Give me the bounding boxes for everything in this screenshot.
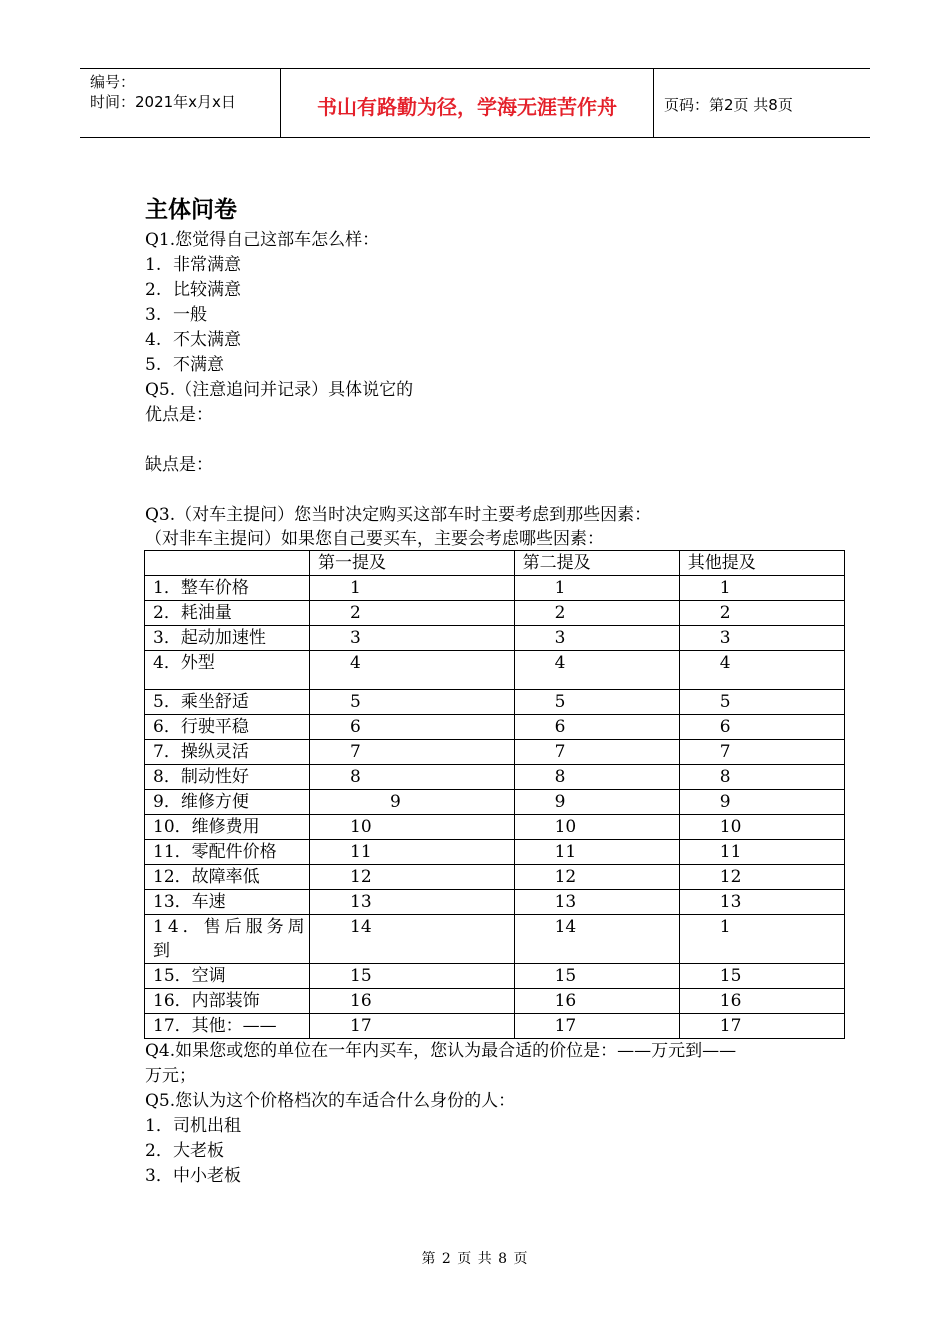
q1-option xyxy=(145,303,845,328)
mention-cell: 6 xyxy=(679,715,844,740)
option-number: 3． xyxy=(145,1166,173,1186)
mention-cell: 15 xyxy=(514,964,679,989)
option-text: 司机出租 xyxy=(173,1116,241,1136)
mention-cell: 12 xyxy=(310,865,515,890)
mention-cell: 8 xyxy=(310,765,515,790)
mention-cell: 15 xyxy=(310,964,515,989)
column-header: 第二提及 xyxy=(514,551,679,576)
mention-cell: 7 xyxy=(310,740,515,765)
mention-cell: 1 xyxy=(679,915,844,964)
document-date-label: 时间：2021年x月x日 xyxy=(90,93,236,111)
column-header xyxy=(145,551,310,576)
factor-cell: 15．空调 xyxy=(145,964,310,989)
mention-cell: 8 xyxy=(679,765,844,790)
mention-cell: 2 xyxy=(310,601,515,626)
header-meta-cell xyxy=(80,69,281,137)
mention-cell: 14 xyxy=(310,915,515,964)
q1-question: Q1.您觉得自己这部车怎么样： xyxy=(145,230,380,250)
mention-cell: 5 xyxy=(679,690,844,715)
option-text: 中小老板 xyxy=(173,1166,241,1186)
table-row xyxy=(145,815,845,840)
header-page-cell xyxy=(654,69,870,137)
table-row xyxy=(145,601,845,626)
option-number: 1. xyxy=(145,255,162,275)
factor-cell: 6．行驶平稳 xyxy=(145,715,310,740)
mention-cell: 7 xyxy=(679,740,844,765)
factor-cell: 1．整车价格 xyxy=(145,576,310,601)
mention-cell: 16 xyxy=(310,989,515,1014)
mention-cell: 5 xyxy=(310,690,515,715)
option-number: 3. xyxy=(145,305,162,325)
option-number: 2． xyxy=(145,1141,173,1161)
table-row xyxy=(145,865,845,890)
mention-cell: 4 xyxy=(679,651,844,690)
mention-cell: 5 xyxy=(514,690,679,715)
mention-cell: 6 xyxy=(310,715,515,740)
mention-cell: 14 xyxy=(514,915,679,964)
factor-cell: 13．车速 xyxy=(145,890,310,915)
mention-cell: 4 xyxy=(310,651,515,690)
table-row xyxy=(145,964,845,989)
mention-cell: 3 xyxy=(679,626,844,651)
document-body xyxy=(145,192,845,1189)
table-row xyxy=(145,626,845,651)
table-row xyxy=(145,1014,845,1039)
mention-cell: 9 xyxy=(514,790,679,815)
mention-cell: 10 xyxy=(679,815,844,840)
q3-factors-table xyxy=(144,550,845,1039)
factor-cell: 9．维修方便 xyxy=(145,790,310,815)
mention-cell: 1 xyxy=(310,576,515,601)
mention-cell: 9 xyxy=(679,790,844,815)
q4-question-line2: 万元； xyxy=(145,1066,196,1086)
factor-cell: 11．零配件价格 xyxy=(145,840,310,865)
mention-cell: 11 xyxy=(679,840,844,865)
page-footer: 第 2 页 共 8 页 xyxy=(421,1251,529,1267)
table-row xyxy=(145,765,845,790)
mention-cell: 12 xyxy=(514,865,679,890)
table-row xyxy=(145,715,845,740)
table-row xyxy=(145,651,845,690)
factor-cell: 2．耗油量 xyxy=(145,601,310,626)
factor-cell: 5．乘坐舒适 xyxy=(145,690,310,715)
mention-cell: 11 xyxy=(514,840,679,865)
table-row xyxy=(145,740,845,765)
option-text: 非常满意 xyxy=(173,255,241,275)
document-number-label: 编号： xyxy=(90,73,136,91)
factor-cell: 17．其他：—— xyxy=(145,1014,310,1039)
factor-cell: 16．内部装饰 xyxy=(145,989,310,1014)
mention-cell: 17 xyxy=(310,1014,515,1039)
mention-cell: 6 xyxy=(514,715,679,740)
factor-cell: 14．售后服务周到 xyxy=(145,915,310,964)
mention-cell: 1 xyxy=(679,576,844,601)
mention-cell: 12 xyxy=(679,865,844,890)
q1-option xyxy=(145,353,845,378)
q5-option xyxy=(145,1139,845,1164)
table-row xyxy=(145,790,845,815)
table-row xyxy=(145,690,845,715)
table-row xyxy=(145,890,845,915)
mention-cell: 2 xyxy=(679,601,844,626)
mention-cell: 13 xyxy=(514,890,679,915)
factor-cell: 10．维修费用 xyxy=(145,815,310,840)
option-number: 5. xyxy=(145,355,162,375)
section-title: 主体问卷 xyxy=(145,197,237,223)
option-number: 4. xyxy=(145,330,162,350)
table-row xyxy=(145,576,845,601)
q1-options xyxy=(145,253,845,378)
table-row xyxy=(145,989,845,1014)
mention-cell: 13 xyxy=(679,890,844,915)
q1-option xyxy=(145,328,845,353)
q5-price-question: Q5.您认为这个价格档次的车适合什么身份的人： xyxy=(145,1091,516,1111)
mention-cell: 11 xyxy=(310,840,515,865)
mention-cell: 3 xyxy=(514,626,679,651)
mention-cell: 4 xyxy=(514,651,679,690)
mention-cell: 7 xyxy=(514,740,679,765)
column-header: 其他提及 xyxy=(679,551,844,576)
q5-option xyxy=(145,1164,845,1189)
q1-option xyxy=(145,253,845,278)
option-number: 1． xyxy=(145,1116,173,1136)
factor-cell: 3．起动加速性 xyxy=(145,626,310,651)
header-motto: 书山有路勤为径，学海无涯苦作舟 xyxy=(317,95,617,119)
mention-cell: 13 xyxy=(310,890,515,915)
option-text: 比较满意 xyxy=(173,280,241,300)
table-row xyxy=(145,840,845,865)
mention-cell: 17 xyxy=(679,1014,844,1039)
mention-cell: 10 xyxy=(310,815,515,840)
option-number: 2. xyxy=(145,280,162,300)
page-header xyxy=(80,68,870,138)
q1-option xyxy=(145,278,845,303)
factor-cell: 8．制动性好 xyxy=(145,765,310,790)
option-text: 大老板 xyxy=(173,1141,224,1161)
option-text: 一般 xyxy=(173,305,207,325)
table-header-row xyxy=(145,551,845,576)
q5-option xyxy=(145,1114,845,1139)
mention-cell: 16 xyxy=(679,989,844,1014)
option-text: 不满意 xyxy=(173,355,224,375)
mention-cell: 2 xyxy=(514,601,679,626)
option-text: 不太满意 xyxy=(173,330,241,350)
cons-label: 缺点是： xyxy=(145,455,213,475)
factor-cell: 12．故障率低 xyxy=(145,865,310,890)
factor-cell: 4．外型 xyxy=(145,651,310,690)
column-header: 第一提及 xyxy=(310,551,515,576)
mention-cell: 10 xyxy=(514,815,679,840)
header-motto-cell xyxy=(281,69,654,137)
q3-question-nonowner: （对非车主提问）如果您自己要买车，主要会考虑哪些因素： xyxy=(145,529,604,549)
q3-question-owner: Q3.（对车主提问）您当时决定购买这部车时主要考虑到那些因素： xyxy=(145,505,652,525)
mention-cell: 8 xyxy=(514,765,679,790)
mention-cell: 1 xyxy=(514,576,679,601)
pros-label: 优点是： xyxy=(145,405,213,425)
header-page-info: 页码：第2页 共8页 xyxy=(664,96,793,114)
mention-cell: 17 xyxy=(514,1014,679,1039)
q5-followup-question: Q5.（注意追问并记录）具体说它的 xyxy=(145,380,414,400)
mention-cell: 15 xyxy=(679,964,844,989)
mention-cell: 9 xyxy=(310,790,515,815)
mention-cell: 16 xyxy=(514,989,679,1014)
mention-cell: 3 xyxy=(310,626,515,651)
factor-cell: 7．操纵灵活 xyxy=(145,740,310,765)
q4-question-line1: Q4.如果您或您的单位在一年内买车，您认为最合适的价位是：——万元到—— xyxy=(145,1041,737,1061)
table-row xyxy=(145,915,845,964)
q5-options xyxy=(145,1114,845,1189)
